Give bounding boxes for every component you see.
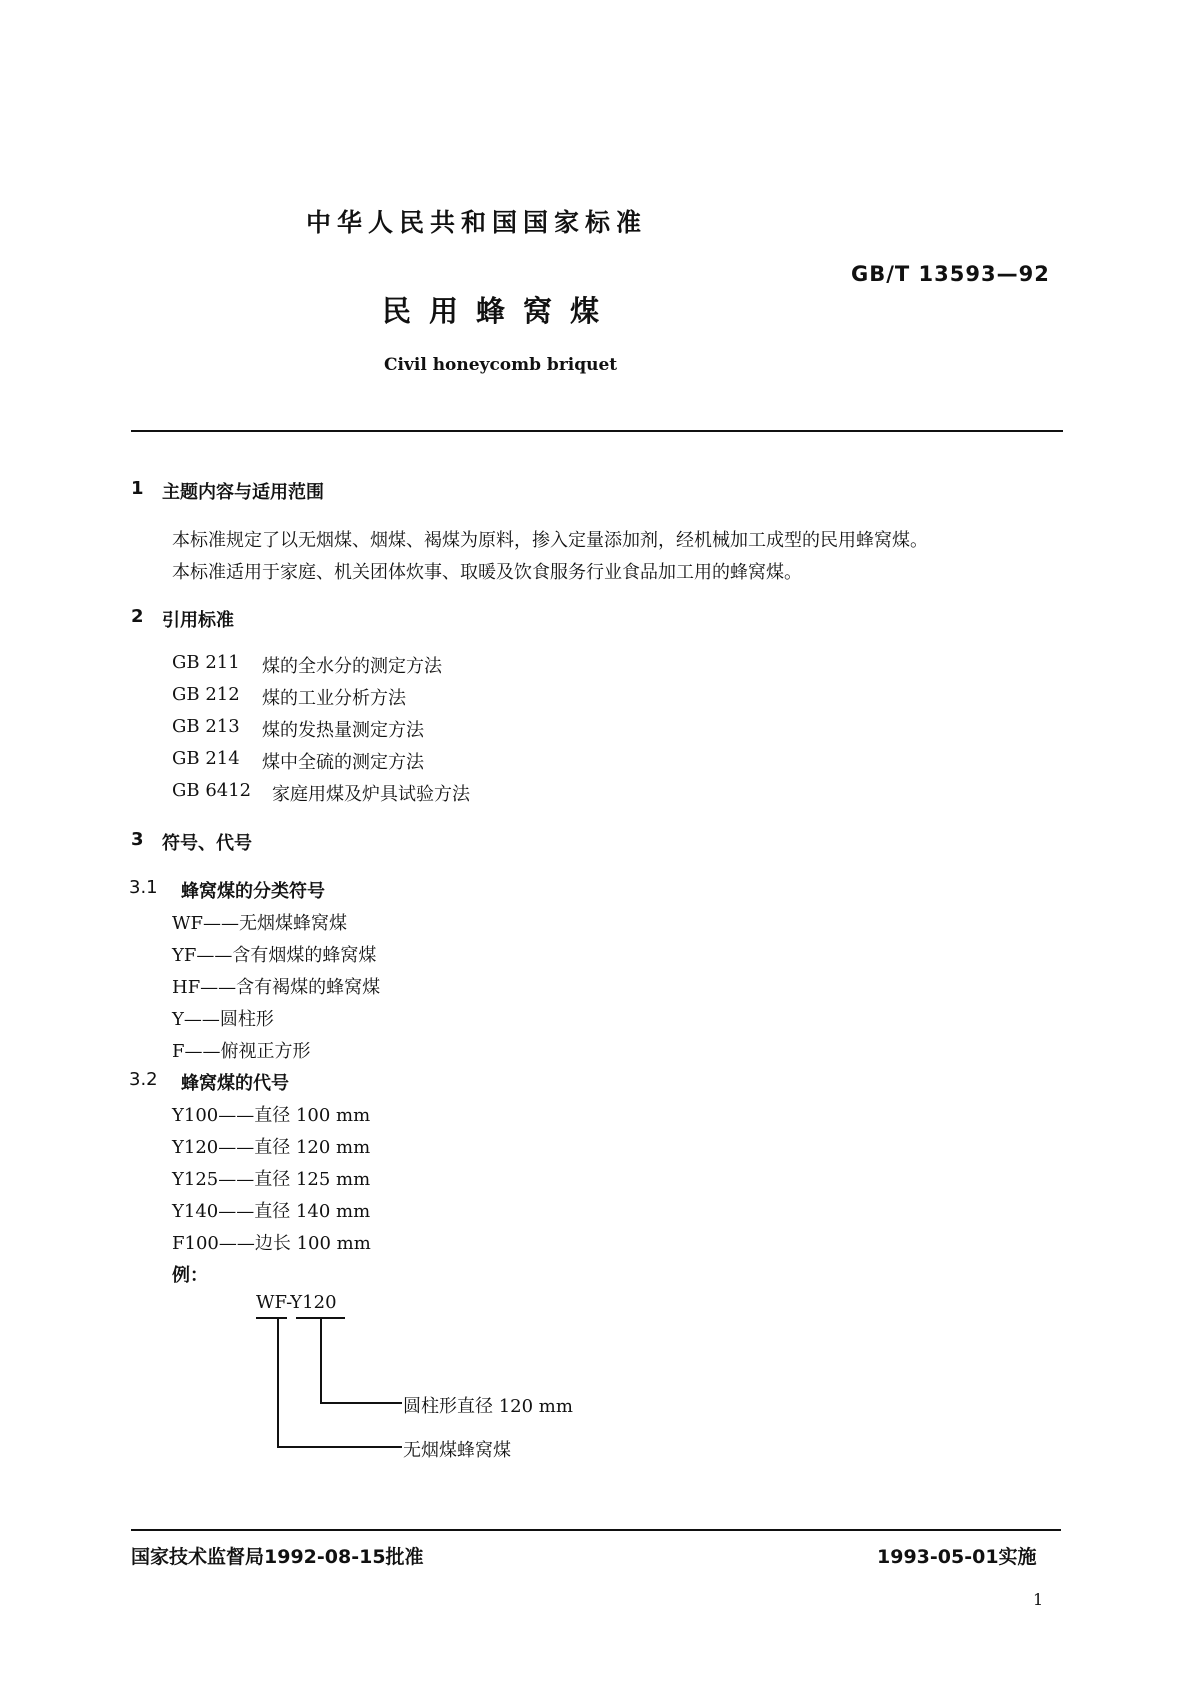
classification-symbol: WF——无烟煤蜂窝煤 [172, 913, 347, 934]
reference-code: GB 212 [172, 684, 240, 705]
example-note-anthracite: 无烟煤蜂窝煤 [403, 1440, 511, 1461]
briquet-code: Y100——直径 100 mm [172, 1105, 371, 1126]
classification-symbol: F——俯视正方形 [172, 1041, 311, 1062]
briquet-code: Y140——直径 140 mm [172, 1201, 371, 1222]
subsection-3-2-number: 3.2 [129, 1069, 158, 1090]
approval-date: 国家技术监督局1992-08-15批准 [131, 1546, 424, 1568]
section-2-number: 2 [131, 606, 144, 627]
bracket-y120-horizontal [320, 1402, 402, 1404]
reference-code: GB 6412 [172, 780, 252, 801]
section-1-number: 1 [131, 478, 144, 499]
classification-symbol: YF——含有烟煤的蜂窝煤 [172, 945, 377, 966]
reference-name: 家庭用煤及炉具试验方法 [272, 784, 470, 805]
effective-date: 1993-05-01实施 [877, 1546, 1037, 1568]
bracket-wf-horizontal [277, 1446, 402, 1448]
classification-symbol: HF——含有褐煤的蜂窝煤 [172, 977, 381, 998]
standard-code: GB/T 13593—92 [851, 262, 1050, 286]
subsection-3-1-title: 蜂窝煤的分类符号 [181, 881, 325, 902]
footer-rule [131, 1529, 1061, 1531]
reference-name: 煤的发热量测定方法 [262, 720, 424, 741]
page-number: 1 [1033, 1590, 1044, 1609]
bracket-wf-vertical [277, 1319, 279, 1447]
reference-code: GB 211 [172, 652, 240, 673]
example-note-diameter: 圆柱形直径 120 mm [403, 1396, 573, 1417]
section-3-title: 符号、代号 [162, 833, 252, 854]
header-rule [131, 430, 1063, 432]
briquet-code: Y120——直径 120 mm [172, 1137, 371, 1158]
reference-name: 煤中全硫的测定方法 [262, 752, 424, 773]
bracket-y120-vertical [320, 1319, 322, 1403]
english-title: Civil honeycomb briquet [384, 355, 618, 375]
reference-name: 煤的全水分的测定方法 [262, 656, 442, 677]
section-1-paragraph-2: 本标准适用于家庭、机关团体炊事、取暖及饮食服务行业食品加工用的蜂窝煤。 [172, 562, 802, 583]
section-1-title: 主题内容与适用范围 [162, 482, 324, 503]
section-3-number: 3 [131, 829, 144, 850]
section-1-paragraph-1: 本标准规定了以无烟煤、烟煤、褐煤为原料，掺入定量添加剂，经机械加工成型的民用蜂窝煤。 [172, 530, 928, 551]
subsection-3-1-number: 3.1 [129, 877, 158, 898]
briquet-code: Y125——直径 125 mm [172, 1169, 371, 1190]
example-label: 例： [172, 1265, 208, 1286]
classification-symbol: Y——圆柱形 [172, 1009, 274, 1030]
underline-wf [256, 1317, 287, 1319]
reference-code: GB 213 [172, 716, 240, 737]
reference-code: GB 214 [172, 748, 240, 769]
section-2-title: 引用标准 [162, 610, 234, 631]
reference-name: 煤的工业分析方法 [262, 688, 406, 709]
national-standard-heading: 中华人民共和国国家标准 [306, 208, 648, 237]
subsection-3-2-title: 蜂窝煤的代号 [181, 1073, 289, 1094]
document-title: 民用蜂窝煤 [382, 294, 618, 328]
briquet-code: F100——边长 100 mm [172, 1233, 371, 1254]
example-code: WF-Y120 [256, 1292, 337, 1313]
